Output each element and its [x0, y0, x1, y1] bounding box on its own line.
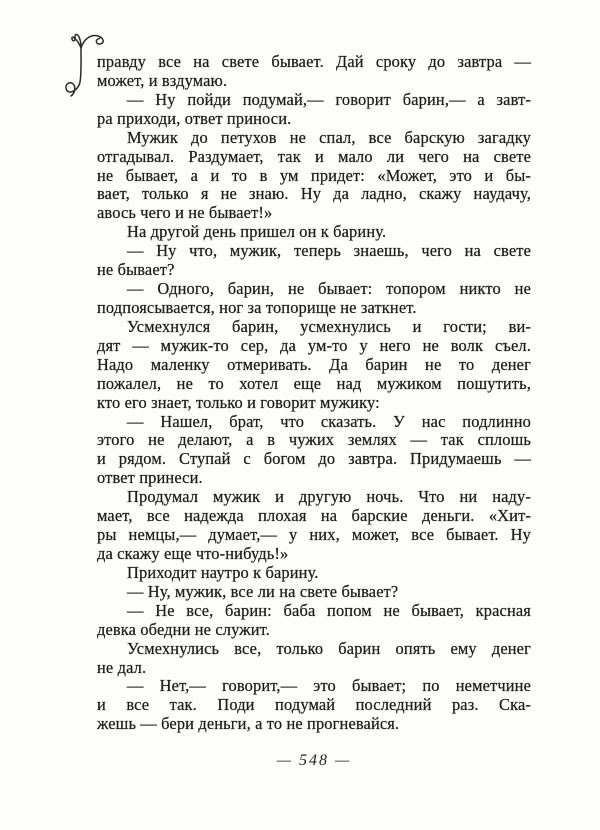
paragraph	[97, 91, 531, 129]
text-line: — Нет,— говорит,— это бывает; по неметчине	[127, 676, 531, 696]
story-text	[97, 53, 531, 734]
text-line: — Ну пойди подумай,— говорит барин,— а завт-	[127, 89, 531, 109]
paragraph	[97, 223, 531, 242]
paragraph	[97, 564, 531, 583]
text-line: — Одного, барин, не бывает: топором никто не	[127, 279, 531, 299]
text-line: правду все на свете бывает. Дай сроку до завтра —	[97, 52, 531, 71]
text-line: и все так. Поди подумай последний раз. Ска-	[97, 695, 531, 715]
text-line: ответ принеси.	[97, 468, 203, 488]
paragraph	[97, 677, 531, 734]
page-number: — 548 —	[276, 752, 352, 769]
text-line: вает, только я не знаю. Ну да ладно, скажу наудачу,	[97, 184, 531, 204]
text-line: пожалел, не то хотел еще над мужиком пошутить,	[97, 373, 531, 393]
text-line: дят — мужик-то сер, да ум-то у него не волк съел.	[97, 335, 531, 355]
paragraph	[97, 488, 531, 564]
text-line: не бывает?	[97, 260, 175, 280]
text-line: Усмехнулся барин, усмехнулись и гости; ви-	[127, 316, 531, 336]
paragraph	[97, 280, 531, 318]
text-line: Приходит наутро к барину.	[127, 562, 319, 582]
text-line: и рядом. Ступай с богом до завтра. Придумаешь —	[97, 449, 531, 469]
text-line: Мужик до петухов не спал, все барскую загадку	[127, 127, 531, 147]
text-line: — Ну что, мужик, теперь знаешь, чего на свете	[127, 241, 531, 261]
paragraph	[97, 413, 531, 489]
text-line: ра приходи, ответ приноси.	[97, 108, 292, 128]
text-line: может, и вздумаю.	[97, 70, 228, 90]
paragraph	[97, 53, 531, 91]
text-line: ры немцы,— думает,— у них, может, все бывает. Ну	[97, 525, 531, 545]
paragraph	[97, 583, 531, 602]
text-line: кто его знает, только и говорит мужику:	[97, 392, 380, 412]
text-line: Надо маленку отмеривать. Да барин не то денег	[97, 354, 531, 374]
text-line: Продумал мужик и другую ночь. Что ни наду-	[127, 487, 531, 507]
text-line: этого не делают, а в чужих землях — так сплошь	[97, 430, 531, 450]
text-line: не дал.	[97, 657, 147, 677]
paragraph	[97, 242, 531, 280]
text-line: девка обедни не служит.	[97, 619, 270, 639]
text-line: — Ну, мужик, все ли на свете бывает?	[127, 581, 399, 601]
text-line: да скажу еще что-нибудь!»	[97, 543, 289, 563]
text-line: не бывает, а и то в ум придет: «Может, это и бы-	[97, 165, 531, 185]
paragraph	[97, 640, 531, 678]
text-line: — Нашел, брат, что сказать. У нас подлинно	[127, 411, 531, 431]
text-line: мает, все надежда плохая на барские деньги. «Хит-	[97, 506, 531, 526]
paragraph	[97, 602, 531, 640]
text-line: Усмехнулись все, только барин опять ему денег	[127, 638, 531, 658]
paragraph	[97, 129, 531, 224]
text-line: подпоясывается, ног за топорище не заткнет.	[97, 297, 417, 317]
text-line: авось чего и не бывает!»	[97, 203, 273, 223]
text-line: жешь — бери деньги, а то не прогневайся.	[97, 714, 400, 734]
text-line: — Не все, барин: баба попом не бывает, красная	[127, 600, 531, 620]
text-line: отгадывал. Раздумает, так и мало ли чего на свете	[97, 146, 531, 166]
text-line: На другой день пришел он к барину.	[127, 222, 387, 242]
paragraph	[97, 318, 531, 413]
